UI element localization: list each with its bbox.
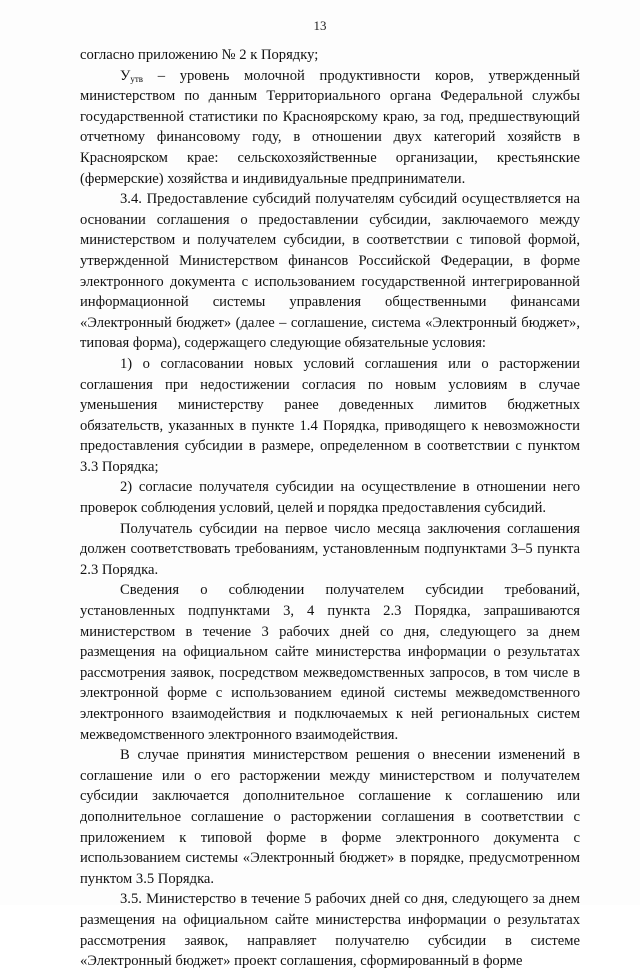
paragraph-recipient-requirements: Получатель субсидии на первое число месяца заключения соглашения должен соответствовать требованиям, установленным подпунктами 3–5 пункта 2.3 Порядка. — [80, 520, 580, 578]
page-number: 13 — [313, 18, 327, 33]
document-body — [80, 45, 580, 972]
symbol-subscript: утв — [130, 73, 144, 84]
paragraph-agreement-changes: В случае принятия министерством решения о внесении изменений в соглашение или о его расторжении между министерством и получателем субсидии заключается дополнительное соглашение к соглашению или дополнительное соглашение о расторжении соглашения в соответствии с приложением к типовой форме в форме электронного документа с использованием системы «Электронный бюджет» в порядке, предусмотренном пунктом 3.5 Порядка. — [80, 747, 580, 887]
symbol-y: У — [120, 67, 131, 84]
paragraph-information-requests: Сведения о соблюдении получателем субсидии требований, установленных подпунктами 3, 4 пункта 2.3 Порядка, запрашиваются министерством в течение 3 рабочих дней со дня, следующего за днем размещения на официальном сайте министерства информации о результатах рассмотрения заявок, посредством межведомственных запросов, в том числе в электронной форме с использованием единой системы межведомственного электронного взаимодействия и подключаемых к ней региональных систем межведомственного электронного взаимодействия. — [80, 582, 580, 743]
paragraph-condition-2: 2) согласие получателя субсидии на осуществление в отношении него проверок соблюдения условий, целей и порядка предоставления субсидий. — [80, 479, 580, 517]
paragraph-definition-y-utv — [80, 66, 580, 190]
paragraph-continuation: согласно приложению № 2 к Порядку; — [80, 47, 319, 63]
paragraph-3-5: 3.5. Министерство в течение 5 рабочих дней со дня, следующего за днем размещения на официальном сайте министерства информации о результатах рассмотрения заявок, направляет получателю субсидии в системе «Электронный бюджет» проект соглашения, сформированный в форме — [80, 891, 580, 970]
definition-text: – уровень молочной продуктивности коров, утвержденный министерством по данным Территориального органа Федеральной службы государственной статистики по Красноярскому краю, за год, предшествующий отчетному финансовому году, в отношении двух категорий хозяйств в Красноярском крае: сельскохозяйственные организации, крестьянские (фермерские) хозяйства и индивидуальные предприниматели. — [80, 67, 580, 187]
paragraph-3-4: 3.4. Предоставление субсидий получателям субсидий осуществляется на основании соглашения о предоставлении субсидии, заключаемого между министерством и получателем субсидии, в соответствии с типовой формой, утвержденной Министерством финансов Российской Федерации, в форме электронного документа с использованием государственной интегрированной информационной системы управления общественными финансами «Электронный бюджет» (далее – соглашение, система «Электронный бюджет», типовая форма), содержащего следующие обязательные условия: — [80, 191, 580, 352]
paragraph-condition-1: 1) о согласовании новых условий соглашения или о расторжении соглашения при недостижении согласия по новым условиям в случае уменьшения министерству ранее доведенных лимитов бюджетных обязательств, указанных в пункте 1.4 Порядка, приводящего к невозможности предоставления субсидии в размере, определенном в соответствии с пунктом 3.3 Порядка; — [80, 355, 580, 475]
